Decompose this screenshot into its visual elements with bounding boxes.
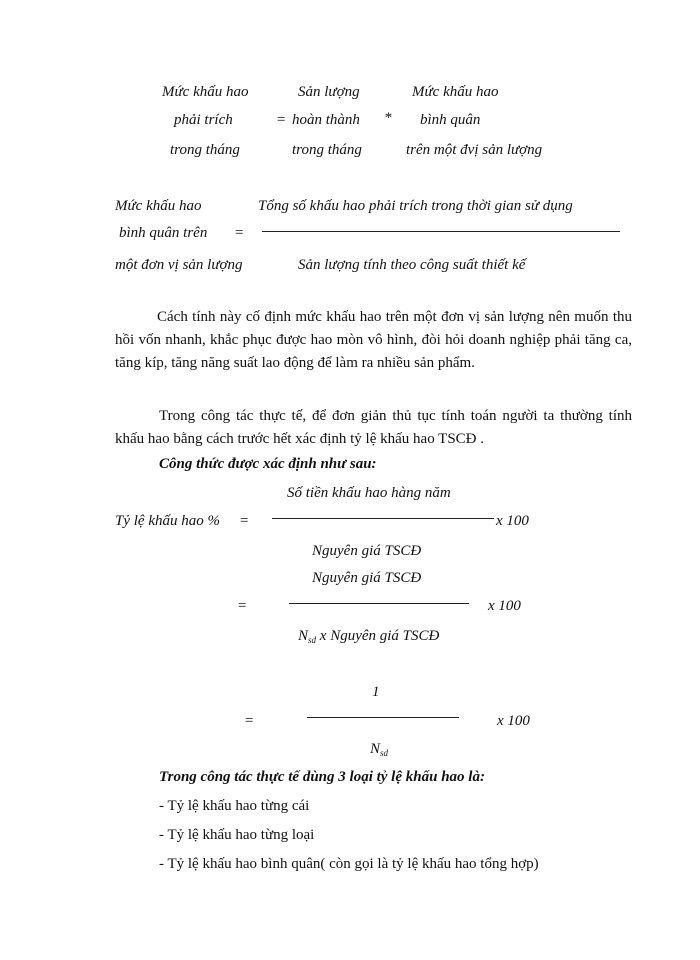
nsd-symbol: N	[298, 628, 309, 644]
types-heading: Trong công tác thực tế dùng 3 loại tỷ lệ khấu hao là:	[159, 769, 485, 785]
formula3-row3-denominator	[370, 740, 388, 762]
formula3-row1-denominator: Nguyên giá TSCĐ	[312, 543, 422, 559]
formula1-mid-line1: Sản lượng	[298, 84, 360, 100]
formula1-multiply: *	[384, 110, 392, 126]
formula3-row2-times: x 100	[488, 598, 521, 614]
types-item-2: - Tỷ lệ khấu hao từng loại	[159, 827, 315, 843]
formula1-rhs-line1: Mức khấu hao	[412, 84, 499, 100]
formula3-row3-numerator: 1	[372, 684, 380, 700]
formula3-row2-denominator-rest: x Nguyên giá TSCĐ	[316, 628, 440, 644]
formula2-lhs-line3: một đơn vị sản lượng	[115, 257, 243, 273]
formula2-fraction-bar	[262, 231, 620, 232]
types-item-3: - Tỷ lệ khấu hao bình quân( còn gọi là tỷ lệ khấu hao tổng hợp)	[159, 856, 539, 872]
nsd-subscript: sd	[308, 635, 317, 645]
formula3-row2-numerator: Nguyên giá TSCĐ	[312, 570, 422, 586]
formula3-row2-fraction-bar	[289, 603, 469, 604]
formula3-row1-times: x 100	[496, 513, 529, 529]
formula1-rhs-line3: trên một đvị sản lượng	[406, 142, 543, 158]
formula3-label: Tỷ lệ khấu hao %	[115, 513, 220, 529]
formula3-row2-equals: =	[237, 598, 248, 614]
formula3-row3-times: x 100	[497, 713, 530, 729]
formula1-rhs-line2: bình quân	[420, 112, 481, 128]
formula3-row1-numerator: Số tiền khấu hao hàng năm	[287, 485, 451, 501]
formula2-lhs-line1: Mức khấu hao	[115, 198, 202, 214]
formula2-denominator: Sản lượng tính theo công suất thiết kế	[298, 257, 526, 273]
formula1-lhs-line1: Mức khấu hao	[162, 84, 249, 100]
nsd-subscript: sd	[380, 748, 389, 758]
formula3-row1-equals: =	[239, 513, 250, 529]
formula3-row3-fraction-bar	[307, 717, 459, 718]
formula1-equals: =	[276, 112, 287, 128]
formula3-heading: Công thức được xác định như sau:	[159, 456, 377, 472]
formula1-lhs-line3: trong tháng	[170, 142, 240, 158]
formula3-row1-fraction-bar	[272, 518, 494, 519]
formula2-numerator: Tổng số khấu hao phải trích trong thời gian sử dụng	[258, 198, 573, 214]
formula1-mid-line3: trong tháng	[292, 142, 362, 158]
formula1-lhs-line2: phải trích	[174, 112, 233, 128]
formula2-lhs-line2: bình quân trên	[119, 225, 208, 241]
types-item-1: - Tỷ lệ khấu hao từng cái	[159, 798, 310, 814]
paragraph-2: Trong công tác thực tế, để đơn giản thủ tục tính toán người ta thường tính khấu hao bằng cách trước hết xác định tỷ lệ khấu hao TSCĐ .	[115, 408, 632, 447]
paragraph-1: Cách tính này cố định mức khấu hao trên một đơn vị sản lượng nên muốn thu hồi vốn nhanh, khắc phục được hao mòn vô hình, đòi hỏi doanh nghiệp phải tăng ca, tăng kíp, tăng năng suất lao động để làm ra nhiều sản phẩm.	[115, 309, 632, 371]
formula3-row3-equals: =	[244, 713, 255, 729]
formula3-row2-denominator	[298, 627, 439, 649]
formula2-equals: =	[234, 225, 245, 241]
formula1-mid-line2: hoàn thành	[292, 112, 360, 128]
nsd-symbol: N	[370, 741, 381, 757]
